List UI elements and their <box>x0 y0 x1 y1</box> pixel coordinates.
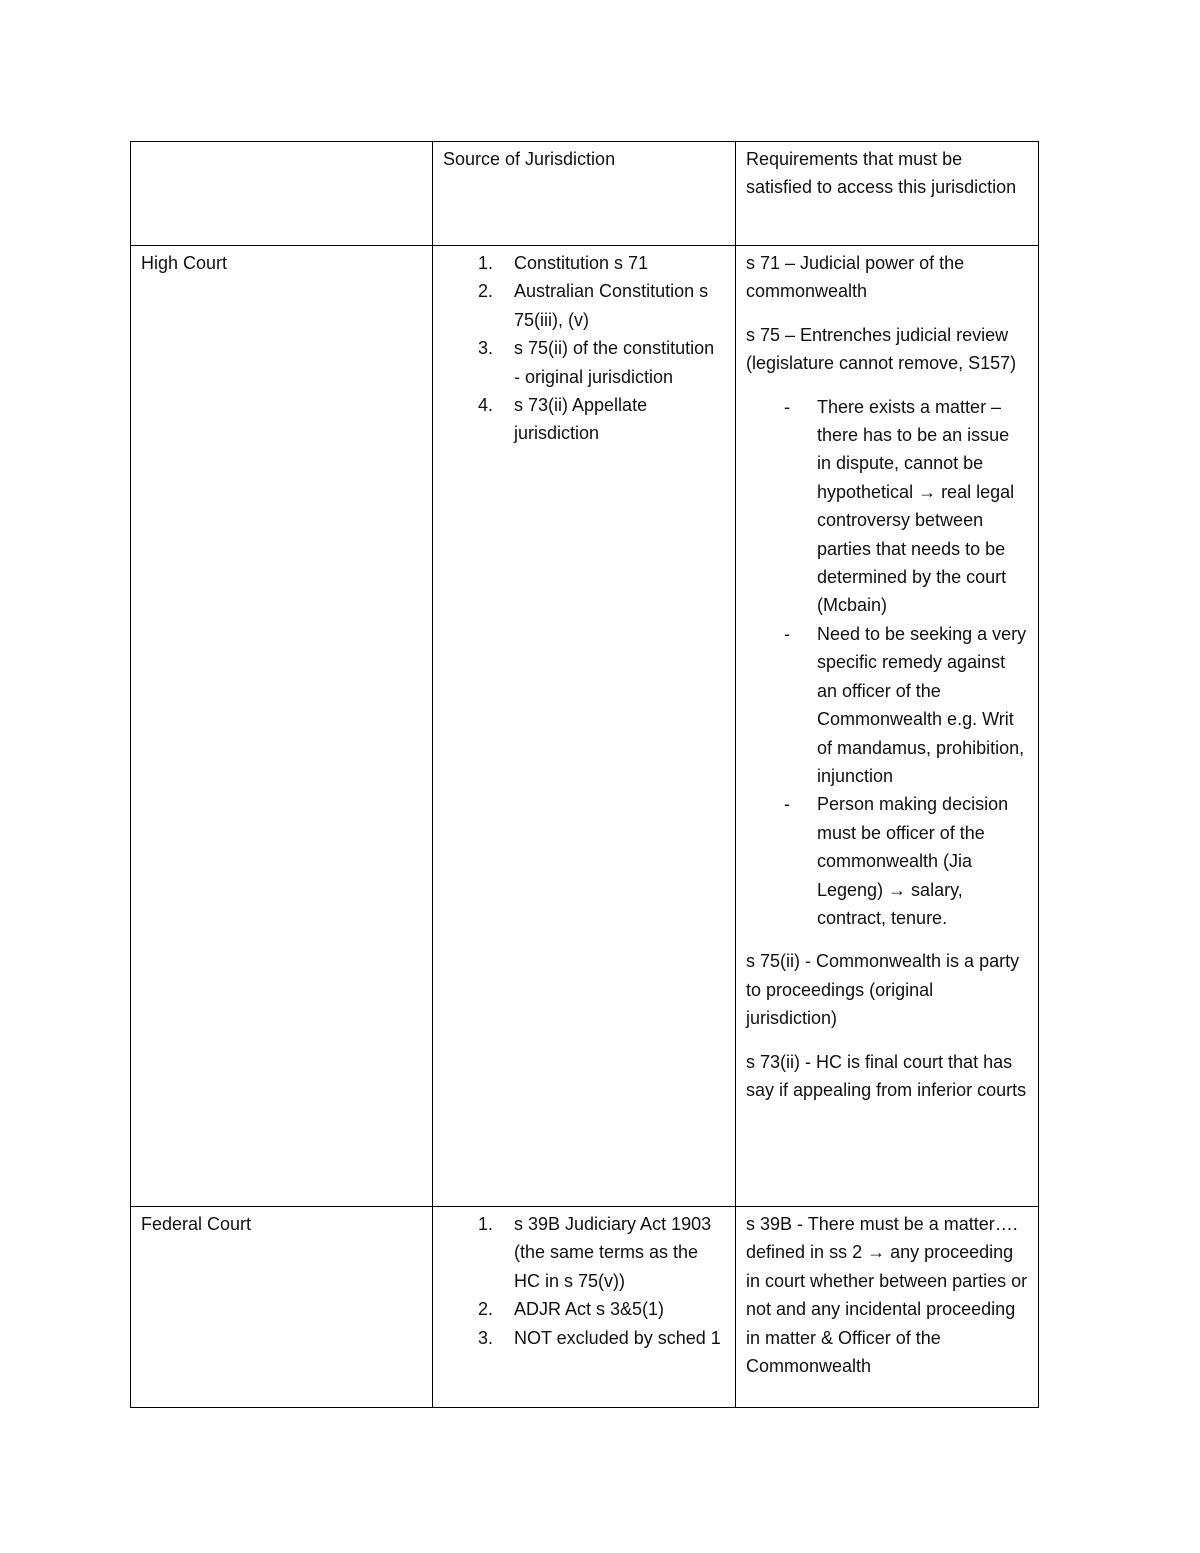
list-item-text: There exists a matter – there has to be an issue in dispute, cannot be hypothetical → real legal controversy between parties that needs to be determined by the court (Mcbain) <box>817 396 1015 616</box>
requirements-cell-high-court <box>736 246 1039 1207</box>
sources-cell-federal-court <box>433 1207 736 1408</box>
list-item-text: Australian Constitution s 75(iii), (v) <box>514 281 709 330</box>
table-header-row <box>131 142 1039 246</box>
header-source-of-jurisdiction: Source of Jurisdiction <box>433 142 736 246</box>
requirement-bullet-list <box>746 393 1028 933</box>
list-number: 2. <box>478 281 494 302</box>
table-row-federal-court <box>131 1207 1039 1408</box>
requirement-paragraph: s 73(ii) - HC is final court that has say if appealing from inferior courts <box>746 1051 1027 1100</box>
list-item-text: ADJR Act s 3&5(1) <box>514 1299 665 1320</box>
list-item <box>746 790 1028 932</box>
list-number: 1. <box>478 1214 494 1234</box>
list-item <box>443 391 725 448</box>
list-item-text: NOT excluded by sched 1 <box>514 1327 721 1348</box>
list-item <box>443 1295 725 1323</box>
list-item <box>443 277 725 334</box>
requirement-paragraph: s 75(ii) - Commonwealth is a party to proceedings (original jurisdiction) <box>746 951 1020 1029</box>
list-item <box>443 334 725 391</box>
list-item <box>443 249 725 277</box>
list-item-text: s 75(ii) of the constitution - original jurisdiction <box>514 338 715 387</box>
list-item-text: Constitution s 71 <box>514 253 649 273</box>
dash-bullet: - <box>784 396 790 417</box>
sources-list-federal-court <box>443 1210 725 1352</box>
dash-bullet: - <box>784 623 790 644</box>
requirements-cell-federal-court <box>736 1207 1039 1408</box>
sources-cell-high-court <box>433 246 736 1207</box>
court-name-high-court: High Court <box>131 246 433 1207</box>
list-number: 3. <box>478 338 494 359</box>
list-number: 1. <box>478 253 494 273</box>
list-number: 4. <box>478 395 494 416</box>
header-requirements: Requirements that must be satisfied to access this jurisdiction <box>736 142 1039 246</box>
requirement-paragraph: s 75 – Entrenches judicial review (legislature cannot remove, S157) <box>746 324 1017 374</box>
requirement-paragraph: s 39B - There must be a matter…. defined in ss 2 → any proceeding in court whether between parties or not and any incidental proceeding in matter & Officer of the Commonwealth <box>746 1214 1028 1377</box>
list-item-text: s 73(ii) Appellate jurisdiction <box>514 395 648 444</box>
list-item <box>443 1324 725 1352</box>
list-item-text: Need to be seeking a very specific remedy against an officer of the Commonwealth e.g. Writ of mandamus, prohibition, injunction <box>817 623 1027 786</box>
header-cell-empty <box>131 142 433 246</box>
list-item <box>443 1210 725 1295</box>
list-item <box>746 393 1028 620</box>
requirement-paragraph: s 71 – Judicial power of the commonwealth <box>746 253 965 302</box>
court-name-federal-court: Federal Court <box>131 1207 433 1408</box>
list-item-text: Person making decision must be officer of the commonwealth (Jia Legeng) → salary, contract, tenure. <box>817 794 1009 928</box>
list-item-text: s 39B Judiciary Act 1903 (the same terms as the HC in s 75(v)) <box>514 1214 712 1291</box>
list-item <box>746 620 1028 790</box>
jurisdiction-table <box>130 141 1039 1408</box>
sources-list-high-court <box>443 249 725 448</box>
list-number: 2. <box>478 1299 494 1320</box>
dash-bullet: - <box>784 794 790 815</box>
table-row-high-court <box>131 246 1039 1207</box>
list-number: 3. <box>478 1327 494 1348</box>
